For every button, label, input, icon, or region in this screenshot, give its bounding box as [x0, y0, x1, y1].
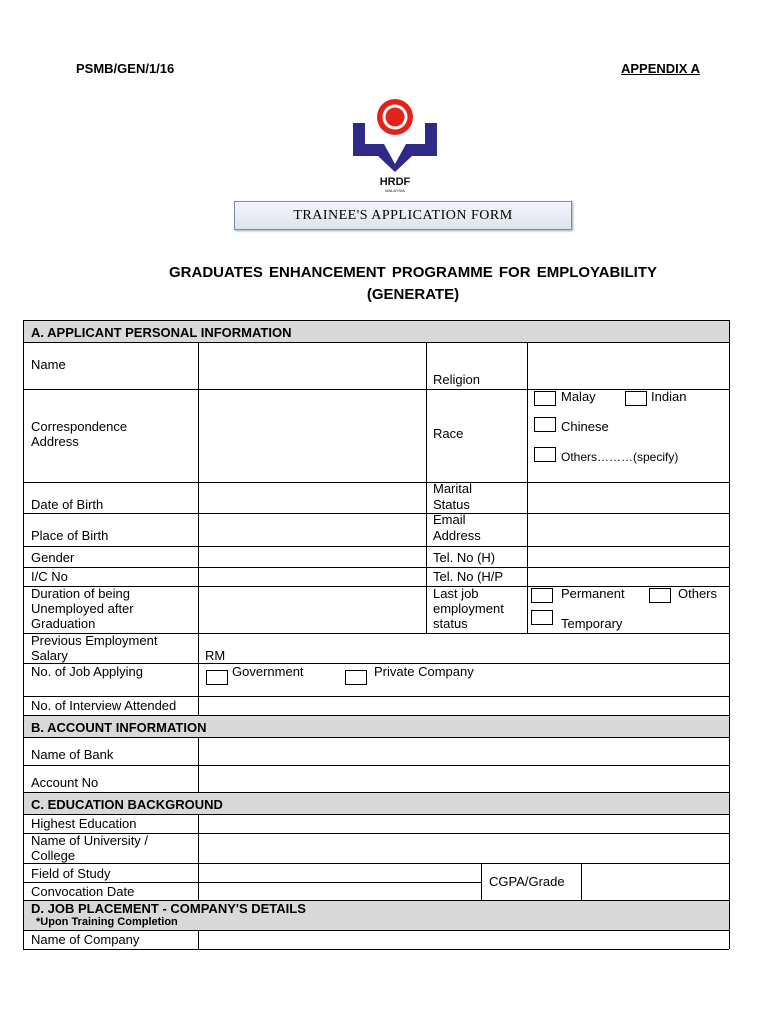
applying-private-label: Private Company [374, 664, 474, 679]
table-line [23, 737, 729, 738]
table-line [23, 320, 729, 321]
applying-government-label: Government [232, 664, 304, 679]
marital-label-line2: Status [433, 497, 470, 512]
table-line [23, 546, 729, 547]
email-label-line2: Address [433, 528, 481, 543]
table-line [581, 863, 582, 900]
race-chinese-checkbox[interactable] [534, 417, 556, 432]
table-line [23, 342, 729, 343]
race-others-checkbox[interactable] [534, 447, 556, 462]
table-line [23, 863, 729, 864]
address-label-line1: Correspondence [31, 419, 128, 434]
field-of-study-label: Field of Study [31, 866, 111, 881]
table-line [23, 567, 729, 568]
table-border-right [729, 320, 730, 949]
job-others-label: Others [678, 586, 718, 601]
lastjob-label-line1: Last job [433, 586, 479, 601]
section-b-title: B. ACCOUNT INFORMATION [31, 720, 207, 735]
lastjob-label-line2: employment [433, 601, 504, 616]
race-malay-label: Malay [561, 389, 596, 404]
gender-label: Gender [31, 550, 75, 565]
programme-title: GRADUATES ENHANCEMENT PROGRAMME FOR EMPLOYABILITY [168, 264, 657, 281]
tel-hp-label: Tel. No (H/P [433, 569, 504, 584]
table-line [198, 930, 199, 949]
race-indian-checkbox[interactable] [625, 391, 647, 406]
highest-education-label: Highest Education [31, 816, 137, 831]
race-indian-label: Indian [651, 389, 687, 404]
cgpa-label: CGPA/Grade [489, 874, 565, 889]
table-line [198, 814, 199, 900]
job-temporary-label: Temporary [561, 616, 623, 631]
section-d-note: *Upon Training Completion [36, 916, 178, 928]
logo-subtext: MALAYSIA [385, 188, 405, 193]
race-label: Race [433, 426, 464, 441]
salary-label-line2: Salary [31, 648, 68, 663]
jobs-applying-label: No. of Job Applying [31, 664, 144, 679]
applying-government-checkbox[interactable] [206, 670, 228, 685]
job-permanent-checkbox[interactable] [531, 588, 553, 603]
race-chinese-label: Chinese [561, 419, 609, 434]
table-line [23, 792, 729, 793]
table-line [23, 696, 729, 697]
company-name-label: Name of Company [31, 932, 140, 947]
salary-label-line1: Previous Employment [31, 633, 158, 648]
programme-acronym: (GENERATE) [366, 286, 460, 303]
interviews-label: No. of Interview Attended [31, 698, 177, 713]
table-line [426, 342, 427, 633]
email-label-line1: Email [433, 512, 466, 527]
table-line [23, 930, 729, 931]
section-d-title: D. JOB PLACEMENT - COMPANY'S DETAILS [31, 901, 306, 916]
tel-home-label: Tel. No (H) [433, 550, 496, 565]
table-line [23, 389, 729, 390]
table-border-left [23, 320, 24, 949]
section-c-title: C. EDUCATION BACKGROUND [31, 797, 223, 812]
hrdf-logo [350, 96, 440, 196]
table-line [23, 814, 729, 815]
convocation-label: Convocation Date [31, 884, 135, 899]
job-permanent-label: Permanent [561, 586, 625, 601]
job-temporary-checkbox[interactable] [531, 610, 553, 625]
table-line [198, 737, 199, 792]
job-others-checkbox[interactable] [649, 588, 671, 603]
duration-label-line3: Graduation [31, 616, 96, 631]
document-reference: PSMB/GEN/1/16 [76, 61, 175, 76]
pob-label: Place of Birth [31, 528, 109, 543]
bank-name-label: Name of Bank [31, 747, 114, 762]
logo-text: HRDF [379, 176, 411, 188]
name-label: Name [31, 357, 66, 372]
duration-label-line2: Unemployed after [31, 601, 134, 616]
form-title: TRAINEE'S APPLICATION FORM [293, 208, 513, 223]
table-line [198, 342, 199, 715]
race-others-label: Others………(specify) [561, 450, 679, 464]
marital-label-line1: Marital [433, 481, 473, 496]
religion-label: Religion [433, 372, 480, 387]
dob-label: Date of Birth [31, 497, 104, 512]
applying-private-checkbox[interactable] [345, 670, 367, 685]
lastjob-label-line3: status [433, 616, 468, 631]
table-line [23, 482, 729, 483]
section-a-title: A. APPLICANT PERSONAL INFORMATION [31, 325, 292, 340]
appendix-label: APPENDIX A [621, 61, 700, 76]
table-line [527, 342, 528, 633]
table-line [23, 513, 729, 514]
table-line [23, 949, 729, 950]
salary-prefix: RM [205, 648, 226, 663]
duration-label-line1: Duration of being [31, 586, 131, 601]
table-line [23, 882, 481, 883]
table-line [23, 715, 729, 716]
table-line [23, 765, 729, 766]
ic-label: I/C No [31, 569, 68, 584]
race-malay-checkbox[interactable] [534, 391, 556, 406]
table-line [481, 863, 482, 900]
account-no-label: Account No [31, 775, 99, 790]
university-label-line1: Name of University / [31, 833, 149, 848]
address-label-line2: Address [31, 434, 79, 449]
hrdf-logo-icon [350, 96, 440, 196]
form-title-box [234, 201, 572, 230]
university-label-line2: College [31, 848, 76, 863]
